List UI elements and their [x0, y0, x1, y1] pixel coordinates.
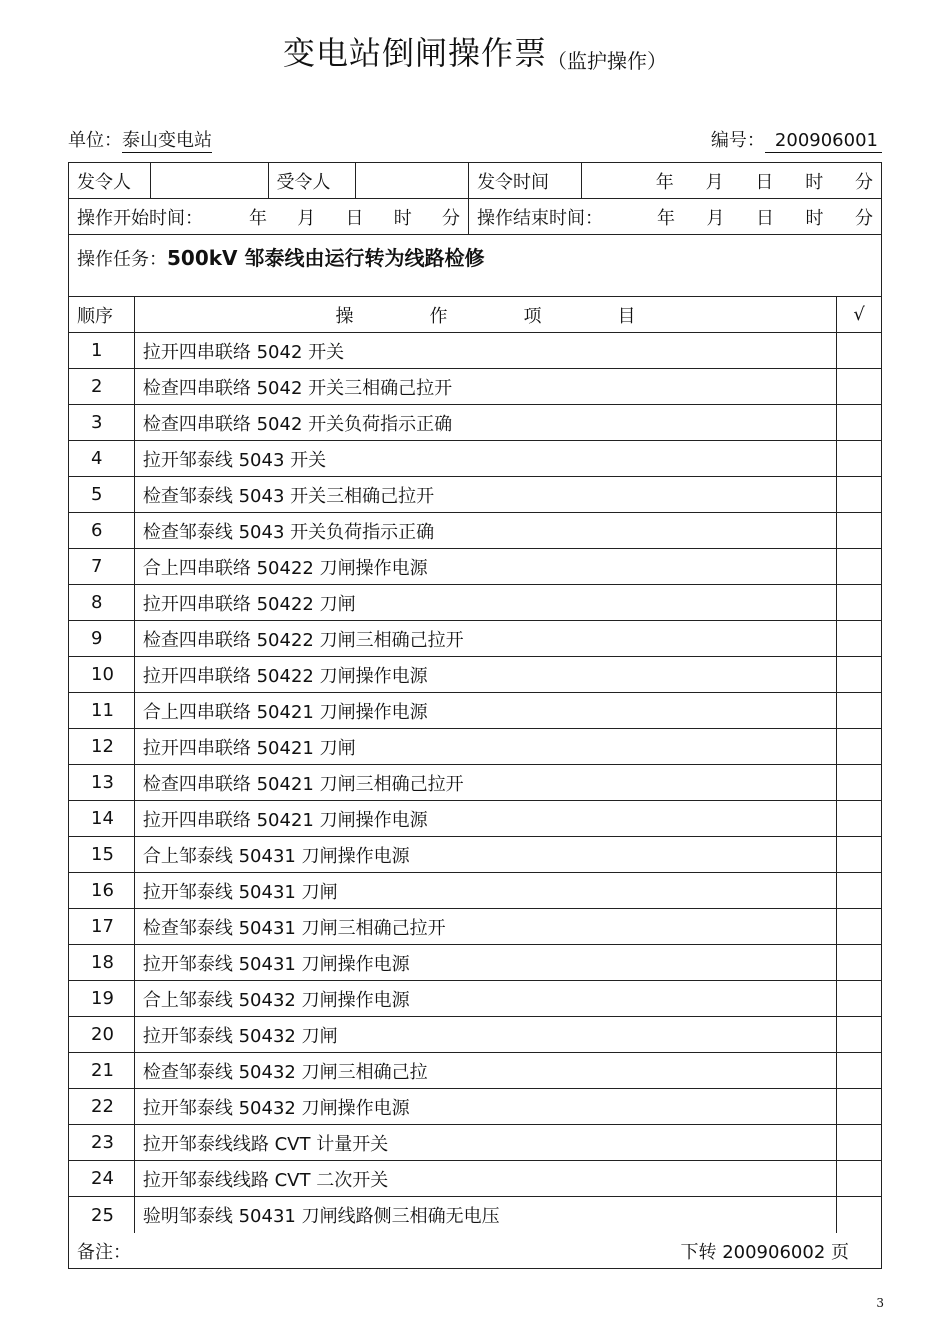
time-unit-month: 月: [705, 171, 724, 193]
table-row: [69, 693, 881, 729]
row-seq: [69, 405, 135, 440]
remarks-label: 备注：: [77, 1241, 131, 1263]
row-seq-number: 12: [91, 736, 114, 757]
row-item-text: 拉开四串联络 50422 刀闸操作电源: [135, 657, 837, 692]
table-row: [69, 441, 881, 477]
receiver-field[interactable]: [356, 163, 469, 198]
operation-ticket-table: [68, 162, 882, 1269]
start-time-label: 操作开始时间：: [77, 207, 203, 229]
row-seq-number: 3: [91, 412, 103, 433]
column-header-row: [69, 297, 881, 333]
start-day-unit: 日: [345, 207, 364, 229]
end-month-unit: 月: [706, 207, 725, 229]
table-row: [69, 1053, 881, 1089]
number-label: 编号：: [710, 130, 765, 151]
time-unit-minute: 分: [854, 171, 873, 193]
row-seq-number: 25: [91, 1204, 114, 1226]
row-check-box[interactable]: [837, 981, 881, 1016]
row-item-text: 检查邹泰线 5043 开关负荷指示正确: [135, 513, 837, 548]
item-header-char-4: 目: [617, 305, 636, 327]
table-row: [69, 1089, 881, 1125]
row-item-text: 拉开四串联络 50422 刀闸: [135, 585, 837, 620]
row-item-text: 检查邹泰线 5043 开关三相确己拉开: [135, 477, 837, 512]
row-seq: [69, 369, 135, 404]
operation-time-row: [69, 199, 881, 235]
page-number: 3: [876, 1296, 884, 1310]
row-check-box[interactable]: [837, 477, 881, 512]
seq-column-header: 顺序: [69, 297, 135, 332]
issuer-label: 发令人: [69, 163, 151, 198]
row-seq: [69, 1053, 135, 1088]
row-seq: [69, 1125, 135, 1160]
row-item-text: 拉开四串联络 50421 刀闸: [135, 729, 837, 764]
row-check-box[interactable]: [837, 945, 881, 980]
row-check-box[interactable]: [837, 909, 881, 944]
table-row: [69, 621, 881, 657]
row-check-box[interactable]: [837, 1161, 881, 1196]
table-row: [69, 909, 881, 945]
table-row: [69, 729, 881, 765]
unit-line: [68, 126, 212, 152]
row-seq: [69, 585, 135, 620]
row-seq-number: 8: [91, 592, 103, 613]
row-check-box[interactable]: [837, 729, 881, 764]
remarks-cell[interactable]: [69, 1233, 881, 1268]
table-row: [69, 873, 881, 909]
row-seq-number: 6: [91, 520, 103, 541]
task-value: 500kV 邹泰线由运行转为线路检修: [167, 246, 485, 270]
row-check-box[interactable]: [837, 369, 881, 404]
row-check-box[interactable]: [837, 1017, 881, 1052]
row-seq: [69, 1017, 135, 1052]
row-check-box[interactable]: [837, 513, 881, 548]
unit-label: 单位：: [68, 130, 122, 151]
row-item-text: 拉开邹泰线 50432 刀闸操作电源: [135, 1089, 837, 1124]
table-row: [69, 369, 881, 405]
row-seq: [69, 549, 135, 584]
start-hour-unit: 时: [393, 207, 412, 229]
row-seq: [69, 693, 135, 728]
row-seq: [69, 657, 135, 692]
operation-items: [69, 333, 881, 1233]
row-seq-number: 14: [91, 808, 114, 829]
row-check-box[interactable]: [837, 765, 881, 800]
end-time-label: 操作结束时间：: [477, 207, 604, 229]
row-seq-number: 5: [91, 484, 103, 505]
row-item-text: 合上邹泰线 50431 刀闸操作电源: [135, 837, 837, 872]
remarks-row: [69, 1233, 881, 1268]
row-seq-number: 1: [91, 340, 103, 361]
row-seq: [69, 909, 135, 944]
row-item-text: 检查四串联络 50421 刀闸三相确己拉开: [135, 765, 837, 800]
end-hour-unit: 时: [805, 207, 824, 229]
table-row: [69, 585, 881, 621]
table-row: [69, 477, 881, 513]
time-unit-year: 年: [655, 171, 674, 193]
row-check-box[interactable]: [837, 621, 881, 656]
task-label: 操作任务：: [77, 249, 167, 270]
row-seq: [69, 333, 135, 368]
row-check-box[interactable]: [837, 1197, 881, 1233]
row-check-box[interactable]: [837, 1053, 881, 1088]
end-time-field[interactable]: [469, 199, 881, 234]
issuer-field[interactable]: [151, 163, 269, 198]
table-row: [69, 765, 881, 801]
row-seq: [69, 981, 135, 1016]
table-row: [69, 657, 881, 693]
row-seq-number: 10: [91, 664, 114, 685]
row-check-box[interactable]: [837, 405, 881, 440]
table-row: [69, 981, 881, 1017]
title-subtitle: （监护操作）: [547, 49, 667, 73]
row-seq-number: 20: [91, 1024, 114, 1045]
start-month-unit: 月: [297, 207, 316, 229]
ticket-number-line: [711, 126, 882, 153]
table-row: [69, 405, 881, 441]
table-row: [69, 513, 881, 549]
start-year-unit: 年: [249, 207, 267, 229]
row-seq-number: 15: [91, 844, 114, 865]
table-row: [69, 801, 881, 837]
table-row: [69, 333, 881, 369]
task-row: [69, 235, 881, 297]
row-item-text: 验明邹泰线 50431 刀闸线路侧三相确无电压: [135, 1197, 837, 1233]
title-text: 变电站倒闸操作票: [282, 34, 547, 72]
issuer-row: [69, 163, 881, 199]
row-seq: [69, 801, 135, 836]
issue-time-label: 发令时间: [469, 163, 582, 198]
page-title: [0, 28, 950, 74]
end-year-unit: 年: [657, 207, 676, 229]
row-seq: [69, 1197, 135, 1233]
row-seq: [69, 873, 135, 908]
row-item-text: 检查四串联络 5042 开关三相确己拉开: [135, 369, 837, 404]
row-item-text: 合上四串联络 50421 刀闸操作电源: [135, 693, 837, 728]
row-item-text: 拉开邹泰线 50431 刀闸: [135, 873, 837, 908]
item-header-char-1: 操: [335, 305, 354, 327]
row-seq-number: 24: [91, 1168, 114, 1189]
row-seq-number: 19: [91, 988, 114, 1009]
row-check-box[interactable]: [837, 585, 881, 620]
start-minute-unit: 分: [442, 207, 460, 229]
item-column-header: [135, 297, 837, 332]
row-check-box[interactable]: [837, 657, 881, 692]
end-day-unit: 日: [755, 207, 774, 229]
row-seq-number: 4: [91, 448, 103, 469]
row-seq-number: 21: [91, 1060, 114, 1081]
row-item-text: 检查四串联络 5042 开关负荷指示正确: [135, 405, 837, 440]
continue-text: 下转 200906002 页: [680, 1241, 849, 1263]
row-seq: [69, 513, 135, 548]
time-unit-hour: 时: [805, 171, 824, 193]
row-check-box[interactable]: [837, 333, 881, 368]
table-row: [69, 837, 881, 873]
task-cell: [69, 235, 881, 274]
row-item-text: 拉开邹泰线 5043 开关: [135, 441, 837, 476]
row-seq: [69, 1161, 135, 1196]
table-row: [69, 1017, 881, 1053]
row-check-box[interactable]: [837, 837, 881, 872]
row-item-text: 拉开四串联络 50421 刀闸操作电源: [135, 801, 837, 836]
row-seq-number: 7: [91, 556, 103, 577]
row-check-box[interactable]: [837, 441, 881, 476]
table-row: [69, 945, 881, 981]
check-column-header: √: [853, 304, 865, 325]
row-item-text: 拉开邹泰线 50432 刀闸: [135, 1017, 837, 1052]
row-seq-number: 16: [91, 880, 114, 901]
row-item-text: 检查邹泰线 50431 刀闸三相确己拉开: [135, 909, 837, 944]
row-check-box[interactable]: [837, 873, 881, 908]
row-seq-number: 13: [91, 772, 114, 793]
row-item-text: 合上邹泰线 50432 刀闸操作电源: [135, 981, 837, 1016]
row-item-text: 检查四串联络 50422 刀闸三相确己拉开: [135, 621, 837, 656]
receiver-label: 受令人: [269, 163, 357, 198]
time-unit-day: 日: [755, 171, 774, 193]
row-item-text: 拉开邹泰线线路 CVT 二次开关: [135, 1161, 837, 1196]
row-check-box[interactable]: [837, 801, 881, 836]
item-header-char-3: 项: [523, 305, 542, 327]
row-seq: [69, 621, 135, 656]
row-check-box[interactable]: [837, 693, 881, 728]
row-item-text: 拉开邹泰线 50431 刀闸操作电源: [135, 945, 837, 980]
end-minute-unit: 分: [854, 207, 873, 229]
table-row: [69, 549, 881, 585]
row-check-box[interactable]: [837, 1089, 881, 1124]
table-row: [69, 1161, 881, 1197]
row-seq-number: 9: [91, 628, 103, 649]
table-row: [69, 1197, 881, 1233]
row-item-text: 拉开邹泰线线路 CVT 计量开关: [135, 1125, 837, 1160]
table-row: [69, 1125, 881, 1161]
row-seq: [69, 945, 135, 980]
row-seq: [69, 477, 135, 512]
row-seq-number: 2: [91, 376, 103, 397]
row-seq-number: 23: [91, 1132, 114, 1153]
row-seq: [69, 441, 135, 476]
start-time-field[interactable]: [69, 199, 469, 234]
row-item-text: 拉开四串联络 5042 开关: [135, 333, 837, 368]
row-seq: [69, 837, 135, 872]
row-item-text: 检查邹泰线 50432 刀闸三相确己拉: [135, 1053, 837, 1088]
row-check-box[interactable]: [837, 1125, 881, 1160]
row-seq-number: 18: [91, 952, 114, 973]
row-seq-number: 22: [91, 1096, 114, 1117]
number-value: 200906001: [765, 130, 882, 153]
unit-value: 泰山变电站: [122, 130, 212, 151]
row-seq: [69, 765, 135, 800]
issue-time-field[interactable]: [582, 163, 881, 198]
row-seq: [69, 1089, 135, 1124]
row-seq-number: 17: [91, 916, 114, 937]
row-seq-number: 11: [91, 700, 114, 721]
row-check-box[interactable]: [837, 549, 881, 584]
row-item-text: 合上四串联络 50422 刀闸操作电源: [135, 549, 837, 584]
row-seq: [69, 729, 135, 764]
item-header-char-2: 作: [429, 305, 448, 327]
